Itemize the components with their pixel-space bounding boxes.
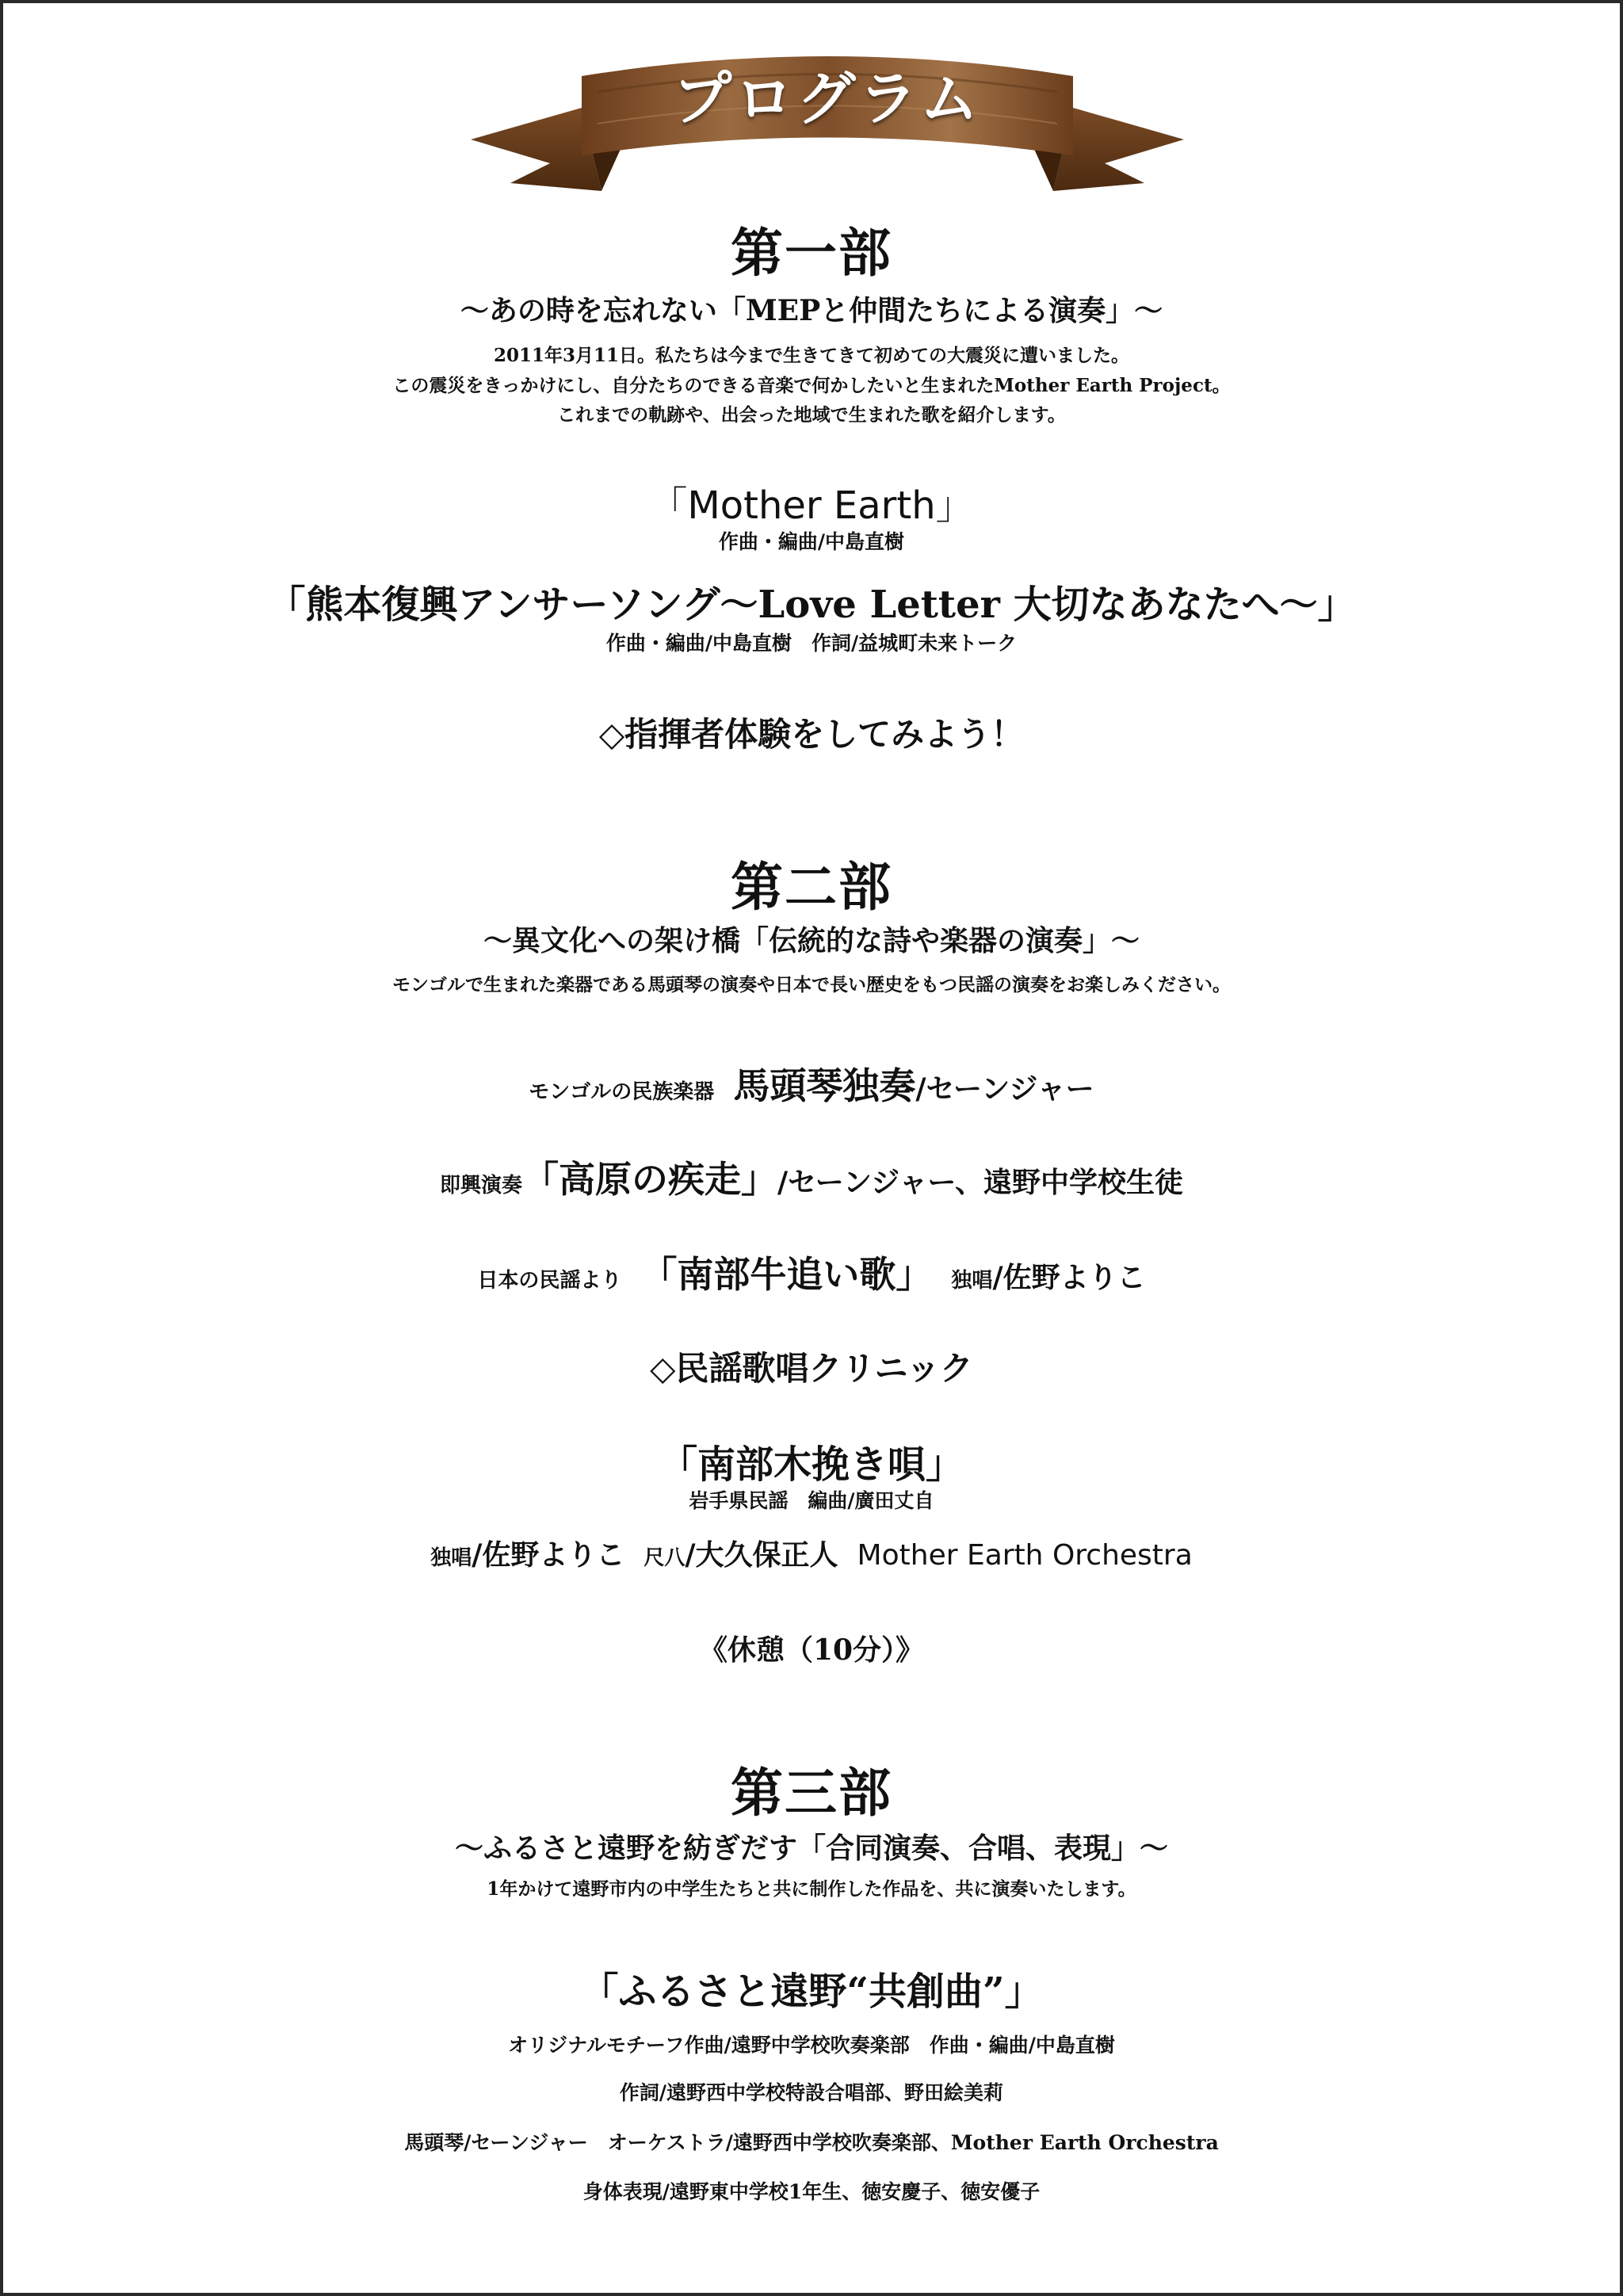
performer-name2: /大久保正人 <box>685 1538 838 1572</box>
part2-activity: ◇民謡歌唱クリニック <box>650 1349 973 1388</box>
part1-title: 第一部 <box>731 222 892 284</box>
part3-credit-line2: 作詞/遠野西中学校特設合唱部、野田絵美莉 <box>619 2081 1004 2104</box>
item2-prefix: 即興演奏 <box>440 1174 523 1198</box>
item3-role: 独唱 <box>951 1269 993 1293</box>
part2-performers <box>3 1533 1620 1573</box>
part2-song-credit: 岩手県民謡 編曲/廣田丈自 <box>689 1489 934 1512</box>
item3-main: 「南部牛追い歌」 <box>640 1253 933 1296</box>
part3-title: 第三部 <box>731 1762 892 1824</box>
part2-item-morin-khuur <box>3 1057 1620 1110</box>
item1-prefix: モンゴルの民族楽器 <box>529 1080 715 1104</box>
part1-song1-credit: 作曲・編曲/中島直樹 <box>718 530 905 553</box>
part1-subtitle: ～あの時を忘れない「MEPと仲間たちによる演奏」～ <box>460 294 1163 327</box>
item3-performer: /佐野よりこ <box>992 1261 1146 1294</box>
item2-performer: /セーンジャー、遠野中学校生徒 <box>777 1166 1183 1199</box>
part1-description-line1: 2011年3月11日。私たちは今まで生きてきて初めての大震災に遭いました。 <box>493 345 1130 366</box>
performer-name1: /佐野よりこ <box>472 1538 625 1572</box>
part1-description-line3: これまでの軌跡や、出会った地域で生まれた歌を紹介します。 <box>557 404 1066 426</box>
item3-prefix: 日本の民謡より <box>477 1269 622 1293</box>
part3-subtitle: ～ふるさと遠野を紡ぎだす「合同演奏、合唱、表現」～ <box>454 1832 1168 1865</box>
part3-description: 1年かけて遠野市内の中学生たちと共に制作した作品を、共に演奏いたします。 <box>487 1878 1136 1900</box>
part2-description: モンゴルで生まれた楽器である馬頭琴の演奏や日本で長い歴史をもつ民謡の演奏をお楽しみください。 <box>392 974 1231 995</box>
performer-orchestra: Mother Earth Orchestra <box>857 1539 1193 1572</box>
part3-credit-line1: オリジナルモチーフ作曲/遠野中学校吹奏楽部 作曲・編曲/中島直樹 <box>508 2034 1115 2057</box>
performer-role2: 尺八 <box>643 1546 685 1570</box>
part3-song-title: 「ふるさと遠野“共創曲”」 <box>580 1969 1043 2014</box>
part1-song2-title: 「熊本復興アンサーソング～Love Letter 大切なあなたへ～」 <box>267 583 1356 627</box>
part2-title: 第二部 <box>731 856 892 918</box>
performer-role1: 独唱 <box>430 1546 472 1570</box>
item1-main: 馬頭琴独奏 <box>733 1064 916 1107</box>
item1-performer: /セーンジャー <box>915 1072 1094 1106</box>
part2-song-title: 「南部木挽き唄」 <box>659 1442 964 1487</box>
part1-song1-title: 「Mother Earth」 <box>649 483 974 528</box>
part1-description-line2: この震災をきっかけにし、自分たちのできる音楽で何かしたいと生まれたMother Earth Project。 <box>392 375 1231 396</box>
part2-item-folk-song <box>3 1246 1620 1298</box>
part3-credit-line3: 馬頭琴/セーンジャー オーケストラ/遠野西中学校吹奏楽部、Mother Earth Orchestra <box>404 2131 1219 2154</box>
part3-credit-line4: 身体表現/遠野東中学校1年生、徳安慶子、徳安優子 <box>582 2180 1041 2203</box>
part1-song2-credit: 作曲・編曲/中島直樹 作詞/益城町未来トーク <box>605 632 1018 655</box>
part2-subtitle: ～異文化への架け橋「伝統的な詩や楽器の演奏」～ <box>483 924 1140 957</box>
intermission: 《休憩（10分）》 <box>698 1633 925 1667</box>
part2-item-improvisation <box>3 1151 1620 1203</box>
program-heading: プログラム <box>673 65 982 133</box>
part1-activity: ◇指揮者体験をしてみよう！ <box>598 715 1025 754</box>
item2-main: 「高原の疾走」 <box>522 1158 778 1201</box>
